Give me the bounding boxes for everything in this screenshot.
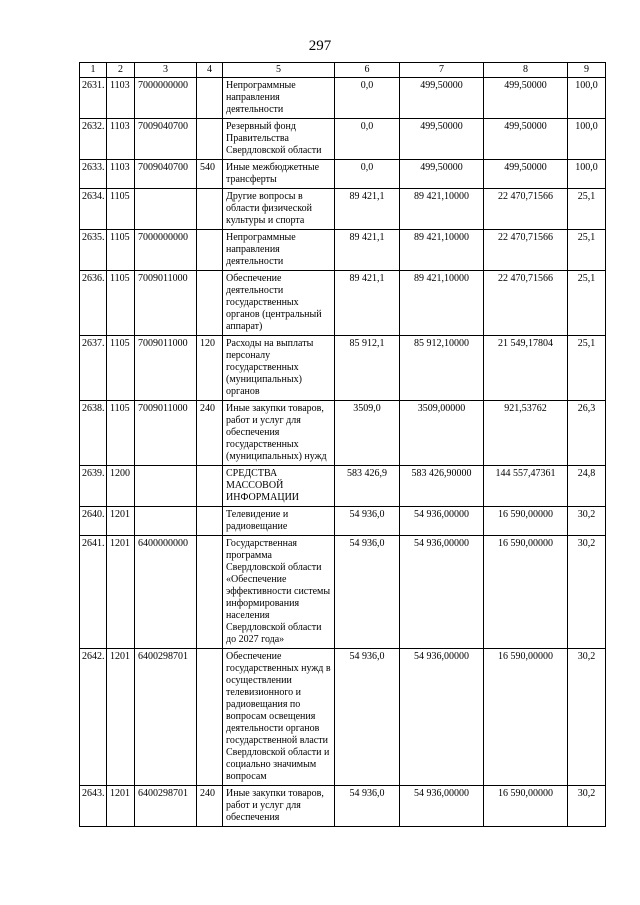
row-number-cell: 2638. (80, 401, 107, 466)
percent-cell: 25,1 (568, 230, 606, 271)
value-cell: 16 590,00000 (484, 536, 568, 649)
expense-type-cell: 120 (197, 336, 223, 401)
row-number-cell: 2632. (80, 119, 107, 160)
header-cell: 5 (223, 63, 335, 78)
value-cell: 54 936,00000 (400, 536, 484, 649)
expense-type-cell (197, 230, 223, 271)
target-code-cell: 7000000000 (135, 230, 197, 271)
expense-type-cell (197, 536, 223, 649)
value-cell: 583 426,9 (335, 466, 400, 507)
value-cell: 54 936,0 (335, 786, 400, 827)
value-cell: 499,50000 (400, 119, 484, 160)
table-row (80, 786, 606, 827)
expense-type-cell: 240 (197, 401, 223, 466)
header-cell: 9 (568, 63, 606, 78)
table-row (80, 536, 606, 649)
percent-cell: 100,0 (568, 119, 606, 160)
percent-cell: 25,1 (568, 271, 606, 336)
value-cell: 499,50000 (484, 160, 568, 189)
value-cell: 54 936,0 (335, 507, 400, 536)
value-cell: 54 936,00000 (400, 649, 484, 786)
value-cell: 54 936,00000 (400, 507, 484, 536)
row-number-cell: 2631. (80, 78, 107, 119)
target-code-cell (135, 466, 197, 507)
item-name-cell: Телевидение и радиовещание (223, 507, 335, 536)
value-cell: 499,50000 (484, 78, 568, 119)
expense-type-cell (197, 271, 223, 336)
section-cell: 1105 (107, 189, 135, 230)
target-code-cell: 7009011000 (135, 271, 197, 336)
item-name-cell: Иные межбюджетные трансферты (223, 160, 335, 189)
row-number-cell: 2643. (80, 786, 107, 827)
item-name-cell: СРЕДСТВА МАССОВОЙ ИНФОРМАЦИИ (223, 466, 335, 507)
item-name-cell: Иные закупки товаров, работ и услуг для обеспечения (223, 786, 335, 827)
item-name-cell: Непрограммные направления деятельности (223, 78, 335, 119)
value-cell: 54 936,0 (335, 649, 400, 786)
expense-type-cell (197, 189, 223, 230)
value-cell: 583 426,90000 (400, 466, 484, 507)
value-cell: 85 912,10000 (400, 336, 484, 401)
value-cell: 89 421,10000 (400, 271, 484, 336)
value-cell: 54 936,0 (335, 536, 400, 649)
section-cell: 1103 (107, 119, 135, 160)
row-number-cell: 2641. (80, 536, 107, 649)
table-row (80, 336, 606, 401)
table-row (80, 401, 606, 466)
value-cell: 921,53762 (484, 401, 568, 466)
section-cell: 1105 (107, 271, 135, 336)
table-body (80, 78, 606, 827)
row-number-cell: 2639. (80, 466, 107, 507)
item-name-cell: Другие вопросы в области физической культуры и спорта (223, 189, 335, 230)
value-cell: 22 470,71566 (484, 189, 568, 230)
row-number-cell: 2634. (80, 189, 107, 230)
expense-type-cell (197, 507, 223, 536)
section-cell: 1201 (107, 649, 135, 786)
value-cell: 22 470,71566 (484, 230, 568, 271)
value-cell: 499,50000 (484, 119, 568, 160)
value-cell: 21 549,17804 (484, 336, 568, 401)
page-number: 297 (308, 38, 332, 54)
target-code-cell: 7009011000 (135, 336, 197, 401)
expense-type-cell (197, 466, 223, 507)
row-number-cell: 2637. (80, 336, 107, 401)
target-code-cell: 7000000000 (135, 78, 197, 119)
row-number-cell: 2636. (80, 271, 107, 336)
table-row (80, 78, 606, 119)
value-cell: 144 557,47361 (484, 466, 568, 507)
row-number-cell: 2640. (80, 507, 107, 536)
section-cell: 1200 (107, 466, 135, 507)
row-number-cell: 2642. (80, 649, 107, 786)
value-cell: 16 590,00000 (484, 786, 568, 827)
section-cell: 1103 (107, 160, 135, 189)
percent-cell: 25,1 (568, 189, 606, 230)
section-cell: 1105 (107, 230, 135, 271)
table-row (80, 119, 606, 160)
percent-cell: 30,2 (568, 649, 606, 786)
value-cell: 3509,00000 (400, 401, 484, 466)
percent-cell: 100,0 (568, 160, 606, 189)
value-cell: 54 936,00000 (400, 786, 484, 827)
item-name-cell: Обеспечение государственных нужд в осуществлении телевизионного и радиовещания по вопросам освещения деятельности органов государственной власти Свердловской области и социально значимым вопросам (223, 649, 335, 786)
expense-type-cell: 540 (197, 160, 223, 189)
header-cell: 2 (107, 63, 135, 78)
percent-cell: 24,8 (568, 466, 606, 507)
value-cell: 89 421,10000 (400, 189, 484, 230)
value-cell: 16 590,00000 (484, 507, 568, 536)
section-cell: 1103 (107, 78, 135, 119)
header-row (80, 63, 606, 78)
value-cell: 22 470,71566 (484, 271, 568, 336)
percent-cell: 30,2 (568, 536, 606, 649)
value-cell: 0,0 (335, 160, 400, 189)
table-row (80, 189, 606, 230)
item-name-cell: Иные закупки товаров, работ и услуг для обеспечения государственных (муниципальных) нужд (223, 401, 335, 466)
value-cell: 16 590,00000 (484, 649, 568, 786)
target-code-cell: 6400298701 (135, 786, 197, 827)
value-cell: 89 421,1 (335, 189, 400, 230)
value-cell: 499,50000 (400, 78, 484, 119)
value-cell: 3509,0 (335, 401, 400, 466)
value-cell: 499,50000 (400, 160, 484, 189)
target-code-cell (135, 507, 197, 536)
header-cell: 3 (135, 63, 197, 78)
section-cell: 1105 (107, 336, 135, 401)
value-cell: 89 421,10000 (400, 230, 484, 271)
target-code-cell: 7009040700 (135, 119, 197, 160)
percent-cell: 30,2 (568, 507, 606, 536)
percent-cell: 26,3 (568, 401, 606, 466)
percent-cell: 25,1 (568, 336, 606, 401)
expense-type-cell (197, 78, 223, 119)
table-row (80, 649, 606, 786)
value-cell: 85 912,1 (335, 336, 400, 401)
target-code-cell: 7009040700 (135, 160, 197, 189)
row-number-cell: 2635. (80, 230, 107, 271)
target-code-cell: 7009011000 (135, 401, 197, 466)
table-row (80, 507, 606, 536)
table-row (80, 271, 606, 336)
percent-cell: 100,0 (568, 78, 606, 119)
value-cell: 89 421,1 (335, 271, 400, 336)
item-name-cell: Государственная программа Свердловской области «Обеспечение эффективности системы информирования населения Свердловской области до 2027 года» (223, 536, 335, 649)
value-cell: 89 421,1 (335, 230, 400, 271)
section-cell: 1201 (107, 536, 135, 649)
table-row (80, 466, 606, 507)
expense-type-cell: 240 (197, 786, 223, 827)
section-cell: 1105 (107, 401, 135, 466)
expense-type-cell (197, 649, 223, 786)
expense-type-cell (197, 119, 223, 160)
header-cell: 1 (80, 63, 107, 78)
row-number-cell: 2633. (80, 160, 107, 189)
target-code-cell: 6400000000 (135, 536, 197, 649)
item-name-cell: Обеспечение деятельности государственных органов (центральный аппарат) (223, 271, 335, 336)
item-name-cell: Резервный фонд Правительства Свердловской области (223, 119, 335, 160)
table-row (80, 160, 606, 189)
header-cell: 8 (484, 63, 568, 78)
item-name-cell: Расходы на выплаты персоналу государственных (муниципальных) органов (223, 336, 335, 401)
section-cell: 1201 (107, 786, 135, 827)
table-row (80, 230, 606, 271)
target-code-cell (135, 189, 197, 230)
value-cell: 0,0 (335, 78, 400, 119)
percent-cell: 30,2 (568, 786, 606, 827)
target-code-cell: 6400298701 (135, 649, 197, 786)
header-cell: 4 (197, 63, 223, 78)
header-cell: 6 (335, 63, 400, 78)
item-name-cell: Непрограммные направления деятельности (223, 230, 335, 271)
value-cell: 0,0 (335, 119, 400, 160)
section-cell: 1201 (107, 507, 135, 536)
budget-table (79, 62, 606, 827)
header-cell: 7 (400, 63, 484, 78)
